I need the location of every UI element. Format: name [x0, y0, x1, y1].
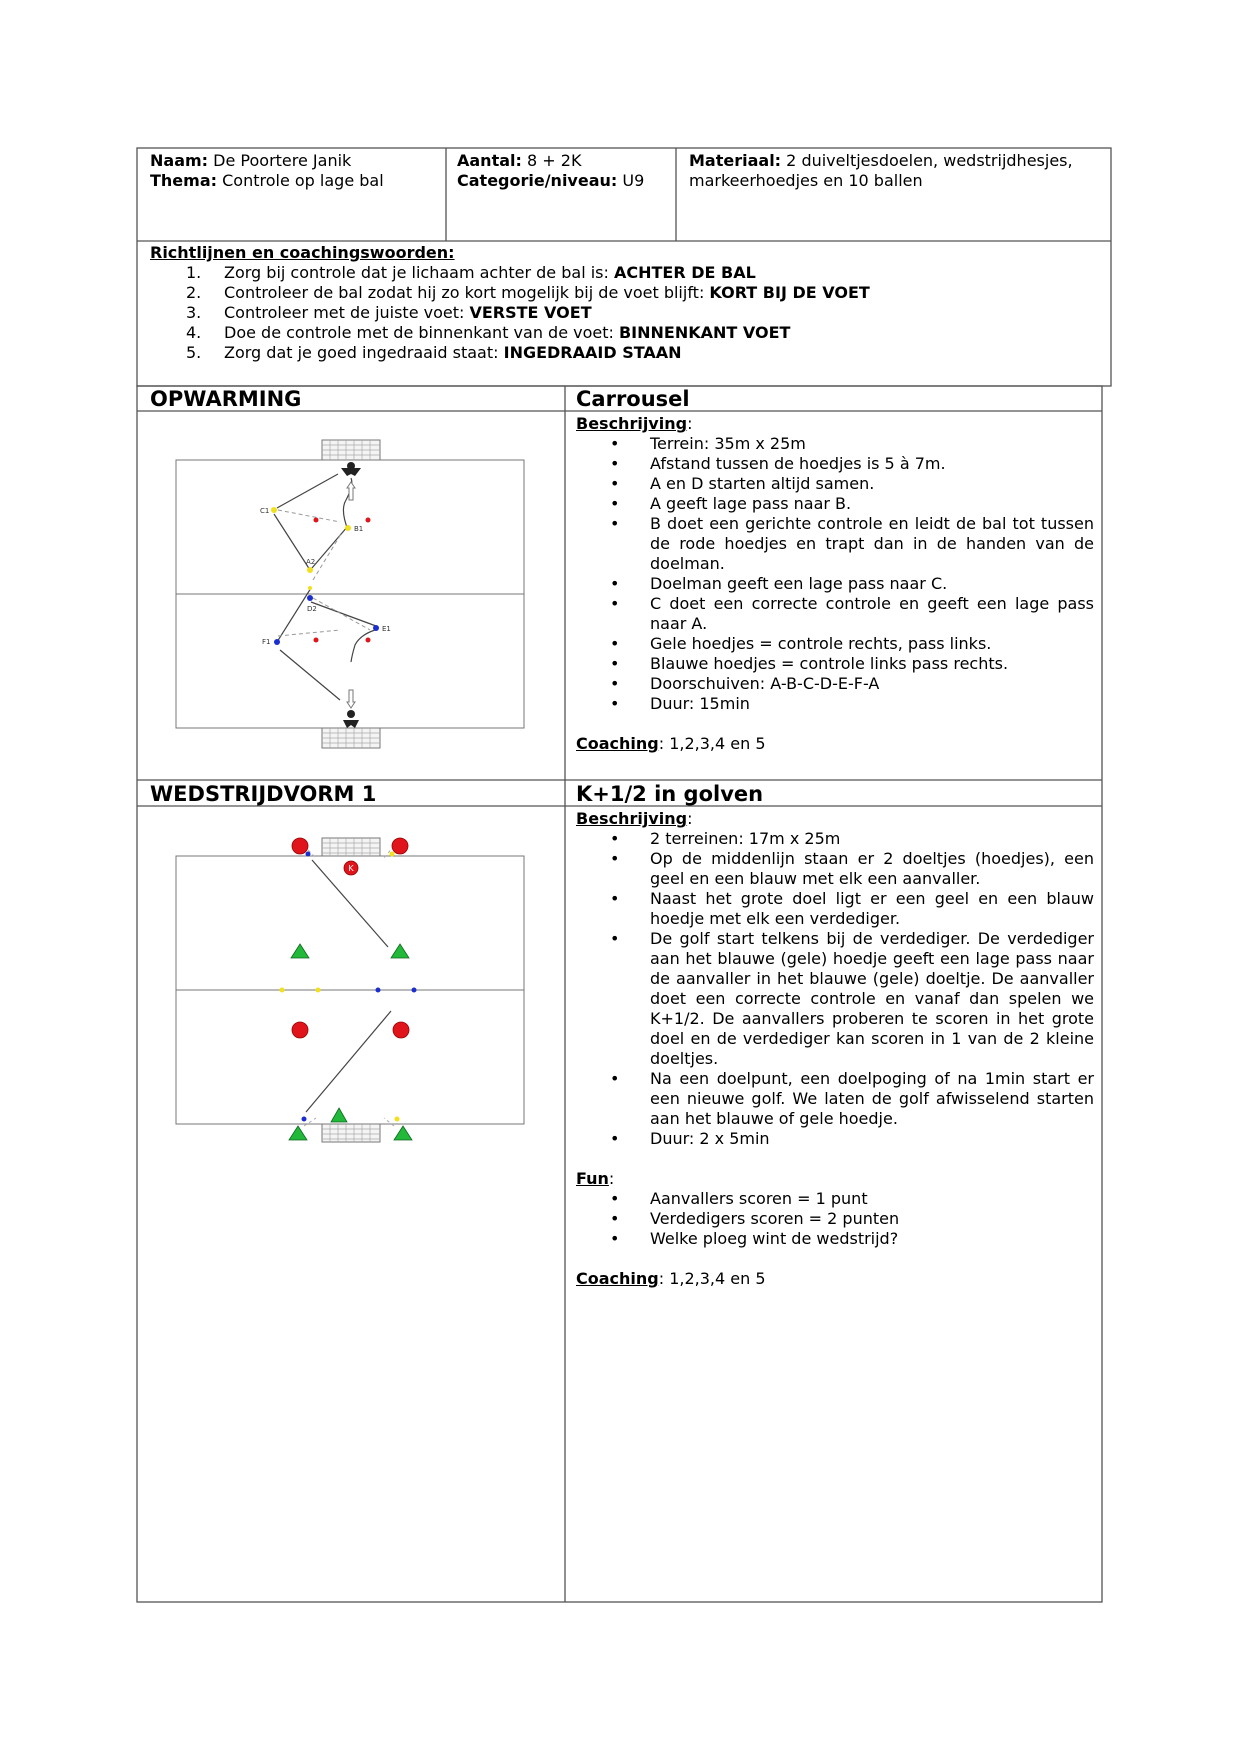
guideline-number: 5.: [186, 343, 202, 362]
player-red-1: [292, 838, 308, 854]
section1-bullet: • C doet een correcte controle en geeft een lage pass naar A.: [576, 594, 1094, 634]
section1-right-title: Carrousel: [576, 387, 690, 411]
cone-red-3: [314, 638, 319, 643]
label-f1: F1: [262, 638, 271, 646]
guideline-text: Controleer de bal zodat hij zo kort mogelijk bij de voet blijft:: [224, 283, 710, 302]
section2-coaching-value: : 1,2,3,4 en 5: [658, 1269, 766, 1288]
carrousel-diagram: [170, 430, 540, 760]
guideline-item: [150, 283, 1100, 303]
section2-bullet: • Naast het grote doel ligt er een geel en een blauw hoedje met elk een verdediger.: [576, 889, 1094, 929]
aantal-label: Aantal:: [457, 151, 522, 170]
categorie-value: U9: [622, 171, 645, 190]
arrow-down-icon: [347, 690, 355, 708]
section2-right-title: K+1/2 in golven: [576, 782, 764, 806]
pass-keeper-c1: [277, 474, 338, 508]
section2-bullet: • De golf start telkens bij de verdediger. De verdediger aan het blauwe (gele) hoedje geeft een lage pass naar de aanvaller in het blauwe (gele) doeltje. De aanvaller doet een correcte controle en vanaf dan spelen we K+1/2. De aanvallers proberen te scoren in het grote doel en de verdediger kan scoren in 1 van de 2 kleine doeltjes.: [576, 929, 1094, 1069]
section2-fun-list: [576, 1189, 1094, 1249]
section1-desc-label: Beschrijving: [576, 414, 688, 433]
section2-bullet: • 2 terreinen: 17m x 25m: [576, 829, 1094, 849]
header-cell-name: [150, 151, 440, 191]
section2-fun-label: Fun: [576, 1169, 609, 1188]
goal-bottom: [322, 1124, 380, 1142]
guideline-item: [150, 323, 1100, 343]
header-cell-count: [457, 151, 672, 191]
guidelines: [150, 243, 1100, 363]
label-a2: A2: [306, 558, 316, 566]
cone-yellow-a2: [307, 567, 313, 573]
thema-label: Thema:: [150, 171, 218, 190]
dribble-e1: [351, 630, 375, 662]
keeper-top-icon: [341, 462, 361, 476]
cone-blue-e1: [373, 625, 379, 631]
player-red-4: [393, 1022, 409, 1038]
section1-bullet: • Duur: 15min: [576, 694, 1094, 714]
cone-yellow-c1: [271, 507, 277, 513]
guideline-number: 3.: [186, 303, 202, 322]
section1-bullet: • Blauwe hoedjes = controle links pass rechts.: [576, 654, 1094, 674]
k-plus-half-diagram: [170, 830, 540, 1160]
section1-bullet: • Afstand tussen de hoedjes is 5 à 7m.: [576, 454, 1094, 474]
pass-d2-e1: [311, 602, 376, 626]
goal-bottom: [322, 728, 380, 748]
materiaal-label: Materiaal:: [689, 151, 782, 170]
cone-blue-d2: [307, 595, 313, 601]
materiaal-value: 2 duiveltjesdoelen, wedstrijdhesjes, markeerhoedjes en 10 ballen: [689, 151, 1073, 190]
section2-description: Beschrijving: • 2 terreinen: 17m x 25m • Op de middenlijn staan er 2 doeltjes (hoedjes), een geel en een blauw met elk een aanvaller. • Naast het grote doel ligt er een geel en een blauw hoedje met elk een verdediger. • De golf start telkens bij de verdediger. De verdediger aan het blauwe (gele) hoedje geeft een lage pass naar de aanvaller in het blauwe (gele) doeltje. De aanvaller doet een correcte controle en vanaf dan spelen we K+1/2. De aanvallers proberen te scoren in het grote doel en de verdediger kan scoren in 1 van de 2 kleine doeltjes. • Na een doelpunt, een doelpoging of na 1min start er een nieuwe golf. We laten de golf afwisselend starten aan het blauwe of gele hoedje. • Duur: 2 x 5min Fun: • Aanvallers scoren = 1 punt • Verdedigers scoren = 2 punten • Welke ploeg wint de wedstrijd? Coaching: 1,2,3,4 en 5: [576, 809, 1094, 1289]
guideline-text: Zorg dat je goed ingedraaid staat:: [224, 343, 504, 362]
run-d2: [313, 598, 370, 630]
guideline-text: Zorg bij controle dat je lichaam achter de bal is:: [224, 263, 614, 282]
section1-bullet: • B doet een gerichte controle en leidt de bal tot tussen de rode hoedjes en trapt dan in de handen van de doelman.: [576, 514, 1094, 574]
section2-bullet: • Op de middenlijn staan er 2 doeltjes (hoedjes), een geel en een blauw met elk een aanvaller.: [576, 849, 1094, 889]
pass-bottom: [306, 1011, 391, 1112]
section1-bullet: • Gele hoedjes = controle rechts, pass links.: [576, 634, 1094, 654]
section1-description: Beschrijving: • Terrein: 35m x 25m • Afstand tussen de hoedjes is 5 à 7m. • A en D starten altijd samen. • A geeft lage pass naar B. • B doet een gerichte controle en leidt de bal tot tussen de rode hoedjes en trapt dan in de handen van de doelman. • Doelman geeft een lage pass naar C. • C doet een correcte controle en geeft een lage pass naar A. • Gele hoedjes = controle rechts, pass links. • Blauwe hoedjes = controle links pass rechts. • Doorschuiven: A-B-C-D-E-F-A • Duur: 15min Coaching: 1,2,3,4 en 5: [576, 414, 1094, 754]
section1-bullet: • A en D starten altijd samen.: [576, 474, 1094, 494]
keeper-red-label: K: [348, 864, 354, 873]
cone-blue-f1: [274, 639, 280, 645]
label-c1: C1: [260, 507, 270, 515]
cones: [280, 852, 417, 1122]
run-a2: [313, 534, 341, 580]
section1-bullet: • Doelman geeft een lage pass naar C.: [576, 574, 1094, 594]
header-cell-material: [689, 151, 1099, 191]
cone-red-4: [366, 638, 371, 643]
keeper-bottom-icon: [343, 710, 359, 728]
section2-fun-item: • Welke ploeg wint de wedstrijd?: [576, 1229, 1094, 1249]
guidelines-title: Richtlijnen en coachingswoorden:: [150, 243, 455, 262]
pass-a2-b1: [312, 526, 348, 568]
pass-f1-d2: [277, 588, 311, 642]
section1-bullet: • A geeft lage pass naar B.: [576, 494, 1094, 514]
naam-value: De Poortere Janik: [213, 151, 352, 170]
keeper-green: [331, 1108, 347, 1122]
player-red-3: [292, 1022, 308, 1038]
aantal-value: 8 + 2K: [527, 151, 582, 170]
section2-bullet: • Duur: 2 x 5min: [576, 1129, 1094, 1149]
guideline-number: 4.: [186, 323, 202, 342]
cone-yellow-b1: [345, 525, 351, 531]
section2-bullet-list: [576, 829, 1094, 1149]
pass-c1-a2: [274, 514, 310, 570]
pass-f1-keeper: [280, 650, 340, 700]
section2-left-title: WEDSTRIJDVORM 1: [150, 782, 377, 806]
player-green-3: [289, 1126, 307, 1140]
run-c1: [278, 510, 340, 522]
section2-desc-label: Beschrijving: [576, 809, 688, 828]
guideline-text: Doe de controle met de binnenkant van de voet:: [224, 323, 619, 342]
arrow-up-icon: [347, 482, 355, 500]
guideline-keyword: VERSTE VOET: [469, 303, 592, 322]
section2-fun-item: • Verdedigers scoren = 2 punten: [576, 1209, 1094, 1229]
guideline-item: [150, 303, 1100, 323]
guideline-number: 2.: [186, 283, 202, 302]
guidelines-list: [150, 263, 1100, 363]
cone-red-1: [314, 518, 319, 523]
guideline-item: [150, 263, 1100, 283]
label-b1: B1: [354, 525, 364, 533]
guideline-text: Controleer met de juiste voet:: [224, 303, 470, 322]
run-f1: [278, 630, 340, 636]
player-green-1: [291, 944, 309, 958]
player-green-4: [394, 1126, 412, 1140]
naam-label: Naam:: [150, 151, 209, 170]
section1-bullet-list: [576, 434, 1094, 714]
goal-top: [322, 440, 380, 460]
cone-yellow-mid: [308, 586, 312, 590]
guideline-keyword: BINNENKANT VOET: [618, 323, 791, 342]
section1-bullet: • Doorschuiven: A-B-C-D-E-F-A: [576, 674, 1094, 694]
guideline-keyword: INGEDRAAID STAAN: [503, 343, 682, 362]
guideline-item: [150, 343, 1100, 363]
label-e1: E1: [382, 625, 391, 633]
goal-top: [322, 838, 380, 856]
section1-coaching-label: Coaching: [576, 734, 659, 753]
thema-value: Controle op lage bal: [222, 171, 384, 190]
player-red-2: [392, 838, 408, 854]
cone-red-2: [366, 518, 371, 523]
section1-coaching-value: : 1,2,3,4 en 5: [658, 734, 766, 753]
section2-fun-item: • Aanvallers scoren = 1 punt: [576, 1189, 1094, 1209]
section1-bullet: • Terrein: 35m x 25m: [576, 434, 1094, 454]
section2-coaching-label: Coaching: [576, 1269, 659, 1288]
section2-bullet: • Na een doelpunt, een doelpoging of na 1min start er een nieuwe golf. We laten de golf afwisselend starten aan het blauwe of gele hoedje.: [576, 1069, 1094, 1129]
player-green-2: [391, 944, 409, 958]
categorie-label: Categorie/niveau:: [457, 171, 618, 190]
guideline-keyword: KORT BIJ DE VOET: [709, 283, 870, 302]
guideline-number: 1.: [186, 263, 202, 282]
guideline-keyword: ACHTER DE BAL: [613, 263, 756, 282]
section1-left-title: OPWARMING: [150, 387, 302, 411]
label-d2: D2: [307, 605, 317, 613]
